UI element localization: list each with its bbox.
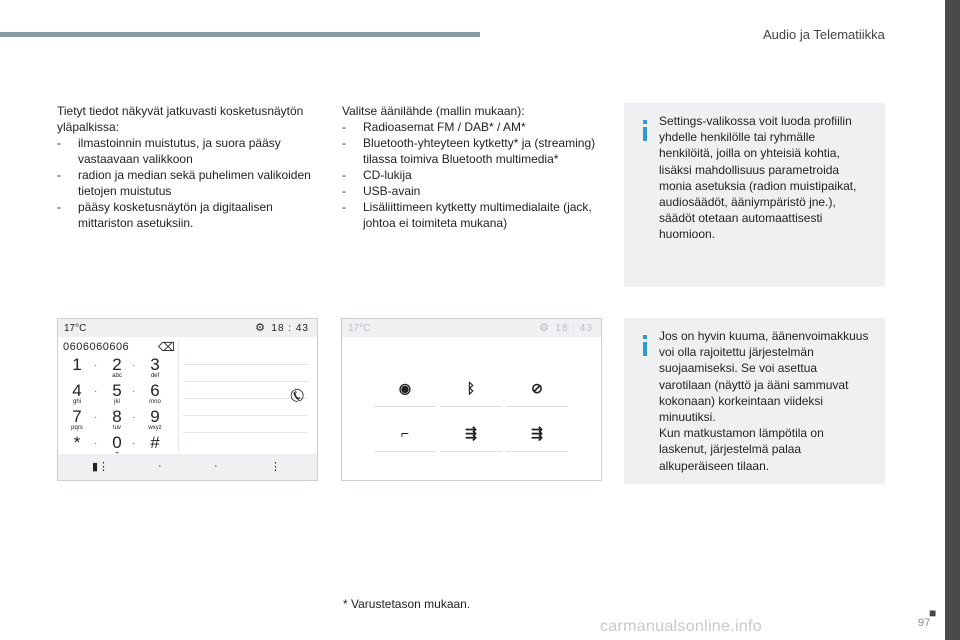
- list-item: - Bluetooth-yhteyteen kytketty* ja (streaming) tilassa toimiva Bluetooth multimedia*: [342, 135, 602, 167]
- watermark: carmanualsonline.info: [600, 618, 762, 635]
- screen-top-bar: [342, 319, 601, 337]
- screen-bottom-bar: [58, 454, 317, 480]
- page-number: 97: [918, 617, 931, 629]
- aux-source-tile: [374, 418, 436, 452]
- footnote: * Varustetason mukaan.: [343, 597, 471, 611]
- menu-dot-icon: ·: [158, 460, 162, 472]
- list-item: - Radioasemat FM / DAB* / AM*: [342, 119, 602, 135]
- radio-source-tile: [374, 373, 436, 407]
- list-item: - radion ja median sekä puhelimen valikoiden tietojen muistutus: [57, 167, 327, 199]
- aux-jack-icon: ⌐: [400, 425, 410, 441]
- key-3: 3 def: [150, 355, 160, 379]
- info-icon: [640, 120, 650, 141]
- section-title: Audio ja Telematiikka: [763, 27, 885, 42]
- cd-disc-icon: ⊘: [531, 380, 543, 396]
- key-4: 4 ghi: [72, 381, 82, 405]
- intro-text: Tietyt tiedot näkyvät jatkuvasti kosketusnäytön yläpalkissa:: [57, 104, 304, 134]
- key-9: 9 wxyz: [148, 407, 162, 431]
- audio-source-text: [342, 103, 602, 231]
- list-item: - pääsy kosketusnäytön ja digitaalisen mittariston asetuksiin.: [57, 199, 327, 231]
- backspace-icon: ⌫: [158, 340, 175, 354]
- info-text: [659, 328, 869, 474]
- info-list: [57, 135, 327, 231]
- usb-source-tile: [506, 418, 568, 452]
- key-8: 8 tuv: [112, 407, 122, 431]
- info-text-part1: Jos on hyvin kuuma, äänenvoimakkuus voi olla rajoitettu järjestelmän suojaamiseksi. Se voi asettua varotilaan (näyttö ja ääni sammuvat kokonaan) korkeintaan viideksi minuutiksi.: [659, 329, 869, 425]
- info-text-part2: Kun matkustamon lämpötila on laskenut, järjestelmä palaa alkuperäiseen tilaan.: [659, 426, 824, 473]
- intro-text: Valitse äänilähde (mallin mukaan):: [342, 104, 525, 118]
- usb-icon: ⇶: [465, 425, 477, 441]
- continue-marker: ■: [929, 606, 937, 620]
- contacts-icon: ▮⋮: [92, 461, 110, 473]
- usb-icon: ⇶: [531, 425, 543, 441]
- call-list-line: [183, 415, 308, 416]
- temperature-readout: 17°C: [348, 323, 371, 334]
- list-item: - CD-lukija: [342, 167, 602, 183]
- key-7: 7 pqrs: [71, 407, 83, 431]
- phone-call-icon: ✆: [285, 384, 310, 407]
- more-options-icon: ⋮: [270, 461, 281, 473]
- header-rule: [0, 32, 480, 37]
- clock-readout: 18 : 43: [271, 323, 309, 334]
- source-list: [342, 119, 602, 231]
- cd-source-tile: [506, 373, 568, 407]
- key-5: 5 jkl: [112, 381, 122, 405]
- info-icon: [640, 335, 650, 356]
- gear-icon: ⚙: [255, 322, 265, 334]
- bluetooth-source-tile: [440, 373, 502, 407]
- list-item: - Lisäliittimeen kytketty multimedialaite (jack, johtoa ei toimiteta mukana): [342, 199, 602, 231]
- temperature-readout: 17°C: [64, 323, 87, 334]
- info-text: Settings-valikossa voit luoda profiilin yhdelle henkilölle tai ryhmälle henkilöitä, joilla on yhteisiä kohtia, lisäksi mahdollisuus parametroida monia asetuksia (radion muistipaikat, audiosäädöt, ääniympäristö jne.), säädöt otetaan automaattisesti huomioon.: [659, 114, 857, 242]
- call-list-line: [183, 432, 308, 433]
- screen-divider: [178, 341, 179, 451]
- call-list-line: [183, 364, 308, 365]
- top-bar-info-text: [57, 103, 327, 231]
- gear-icon: ⚙: [539, 322, 549, 334]
- usb-source-tile: [440, 418, 502, 452]
- key-0: 0: [112, 433, 122, 452]
- menu-dot-icon: ·: [214, 460, 218, 472]
- page-edge-strip: [945, 0, 960, 640]
- list-item: - USB-avain: [342, 183, 602, 199]
- key-1: 1: [72, 355, 82, 374]
- radio-antenna-icon: ◉: [398, 380, 412, 396]
- phone-screen-illustration: 17°C ⚙ 18 : 43 0606060606 ⌫ 1 2 abc 3 def 4 ghi 5 jkl 6 mno 7 pqrs 8 tuv 9 wxyz * 0 # · · · · · · · · ✆ ▮⋮ · · ⋮: [57, 318, 318, 481]
- key-hash: #: [150, 433, 160, 452]
- dialed-number: 0606060606: [63, 341, 130, 353]
- info-box-settings: [624, 103, 885, 287]
- key-6: 6 mno: [149, 381, 161, 405]
- screen-top-bar: [58, 319, 317, 337]
- info-box-heat: [624, 318, 885, 484]
- call-list-line: [183, 381, 308, 382]
- key-2: 2 abc: [112, 355, 122, 379]
- clock-readout: 18 : 43: [555, 323, 593, 334]
- key-star: *: [73, 433, 81, 452]
- list-item: - ilmastoinnin muistutus, ja suora pääsy vastaavaan valikkoon: [57, 135, 327, 167]
- media-source-screen-illustration: [341, 318, 602, 481]
- bluetooth-streaming-icon: ᛒ: [466, 380, 476, 396]
